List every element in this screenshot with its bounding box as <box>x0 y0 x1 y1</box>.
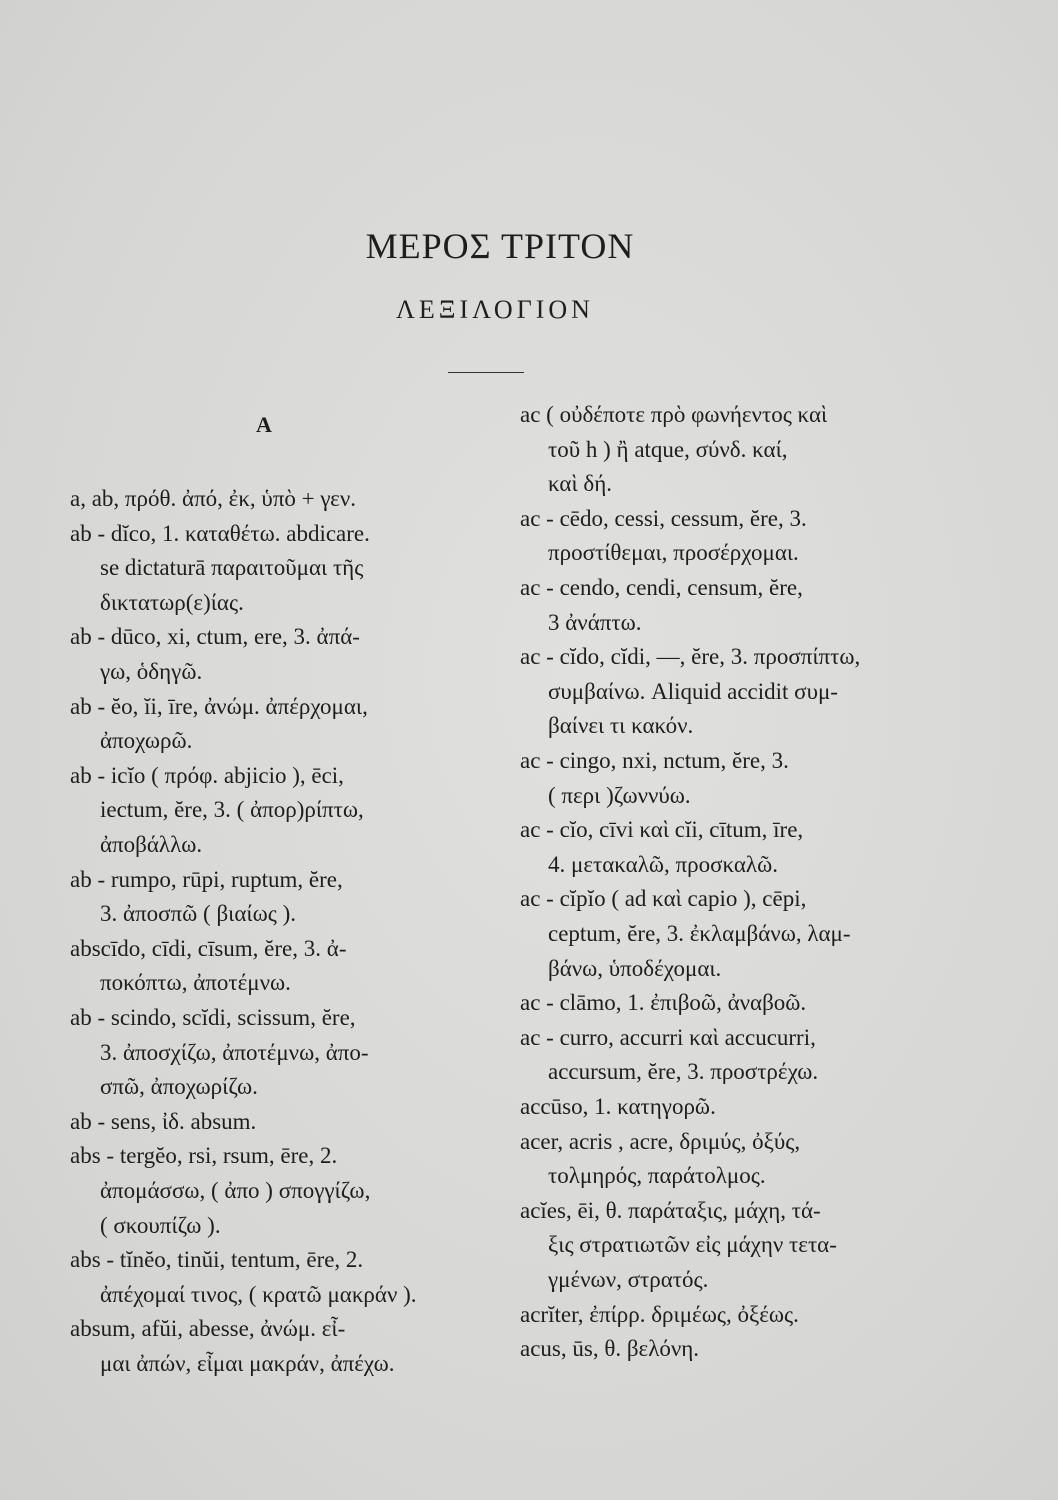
entry-line: ab - sens, ἰδ. absum. <box>70 1108 257 1134</box>
entry-line: ac - cĭdo, cĭdi, —, ĕre, 3. προσπίπτω, <box>520 644 861 670</box>
entry-line: γμένων, στρατός. <box>548 1267 709 1292</box>
entry-line: ἀπέχομαί τινος, ( κρατῶ μακράν ). <box>100 1281 417 1307</box>
entry-line: ab - icĭo ( πρόφ. abjicio ), ēci, <box>70 762 344 788</box>
entry-line: ac - cendo, cendi, censum, ĕre, <box>520 575 803 600</box>
entry-line: ab - dūco, xi, ctum, ere, 3. ἀπά- <box>70 624 360 650</box>
entry-line: ac - cingo, nxi, nctum, ĕre, 3. <box>520 748 789 773</box>
entry-line: abs - tergĕo, rsi, rsum, ēre, 2. <box>70 1143 338 1169</box>
entry-line: se dictaturā παραιτοῦμαι τῆς <box>100 555 364 581</box>
entry-line: accursum, ĕre, 3. προστρέχω. <box>548 1059 819 1085</box>
entry-line: ab - dĭco, 1. καταθέτω. abdicare. <box>70 520 370 546</box>
title-divider <box>448 372 524 373</box>
entry-line: τοῦ h ) ἢ atque, σύνδ. καί, <box>548 436 788 462</box>
entry-line: βαίνει τι κακόν. <box>548 713 694 739</box>
part-title: ΜΕΡΟΣ ΤΡΙΤΟΝ <box>365 226 635 266</box>
entry-line: ac - clāmo, 1. ἐπιβοῶ, ἀναβοῶ. <box>520 990 807 1016</box>
entry-line: acer, acris , acre, δριμύς, ὀξύς, <box>520 1128 801 1154</box>
entry-line: ceptum, ĕre, 3. ἐκλαμβάνω, λαμ- <box>548 921 851 946</box>
entry-line: absum, afŭi, abesse, ἀνώμ. εἶ- <box>70 1316 346 1342</box>
lexicon-title: ΛΕΞΙΛΟΓΙΟΝ <box>396 295 594 324</box>
entry-line: καὶ δή. <box>548 471 612 497</box>
entry-line: abscīdo, cīdi, cīsum, ĕre, 3. ἀ- <box>70 935 347 961</box>
entry-line: σπῶ, ἀποχωρίζω. <box>100 1074 258 1100</box>
entry-line: ( περι )ζωννύω. <box>548 782 691 808</box>
entry-line: ab - rumpo, rūpi, ruptum, ĕre, <box>70 866 343 892</box>
entry-line: ξις στρατιωτῶν εἰς μάχην τετα- <box>548 1232 837 1258</box>
entry-line: 3. ἀποσχίζω, ἀποτέμνω, ἀπο- <box>100 1039 369 1065</box>
entry-line: ποκόπτω, ἀποτέμνω. <box>100 970 291 996</box>
entry-line: ἀποχωρῶ. <box>100 728 193 754</box>
entry-line: βάνω, ὑποδέχομαι. <box>548 955 722 981</box>
entry-line: 3 ἀνάπτω. <box>548 609 642 635</box>
entry-line: accūso, 1. κατηγορῶ. <box>520 1094 716 1119</box>
section-letter: A <box>256 412 272 437</box>
entry-line: a, ab, πρόθ. ἀπό, ἐκ, ὑπὸ + γεν. <box>70 486 356 511</box>
entry-line: ac ( οὐδέποτε πρὸ φωνήεντος καὶ <box>520 402 828 427</box>
entry-line: συμβαίνω. Aliquid accidit συμ- <box>548 678 838 704</box>
entry-line: δικτατωρ(ε)ίας. <box>100 589 244 615</box>
entry-line: ab - ĕo, ĭi, īre, ἀνώμ. ἀπέρχομαι, <box>70 693 368 719</box>
entry-line: iectum, ĕre, 3. ( ἀπορ)ρίπτω, <box>100 797 364 823</box>
entry-line: abs - tĭnĕo, tinŭi, tentum, ēre, 2. <box>70 1247 364 1273</box>
entry-line: ( σκουπίζω ). <box>100 1212 221 1238</box>
entry-line: γω, ὁδηγῶ. <box>100 659 203 684</box>
entry-line: 3. ἀποσπῶ ( βιαίως ). <box>100 901 297 927</box>
entry-line: τολμηρός, παράτολμος. <box>548 1163 766 1189</box>
entry-line: acrĭter, ἐπίρρ. δριμέως, ὀξέως. <box>520 1301 799 1327</box>
entry-line: ac - cēdo, cessi, cessum, ĕre, 3. <box>520 505 807 531</box>
entry-line: ac - curro, accurri καὶ accucurri, <box>520 1024 816 1050</box>
entry-line: ac - cĭo, cīvi καὶ cĭi, cītum, īre, <box>520 817 804 843</box>
entry-line: ἀποβάλλω. <box>100 832 203 857</box>
entry-line: μαι ἀπών, εἶμαι μακράν, ἀπέχω. <box>100 1351 395 1376</box>
entry-line: ἀπομάσσω, ( ἀπο ) σπογγίζω, <box>100 1178 371 1203</box>
entry-line: 4. μετακαλῶ, προσκαλῶ. <box>548 851 778 877</box>
entry-line: ac - cĭpĭo ( ad καὶ capio ), cēpi, <box>520 886 807 912</box>
entry-line: acĭes, ēi, θ. παράταξις, μάχη, τά- <box>520 1197 821 1223</box>
entry-line: acus, ūs, θ. βελόνη. <box>520 1336 700 1362</box>
entry-line: ab - scindo, scĭdi, scissum, ĕre, <box>70 1005 356 1030</box>
entry-line: προστίθεμαι, προσέρχομαι. <box>548 540 799 566</box>
